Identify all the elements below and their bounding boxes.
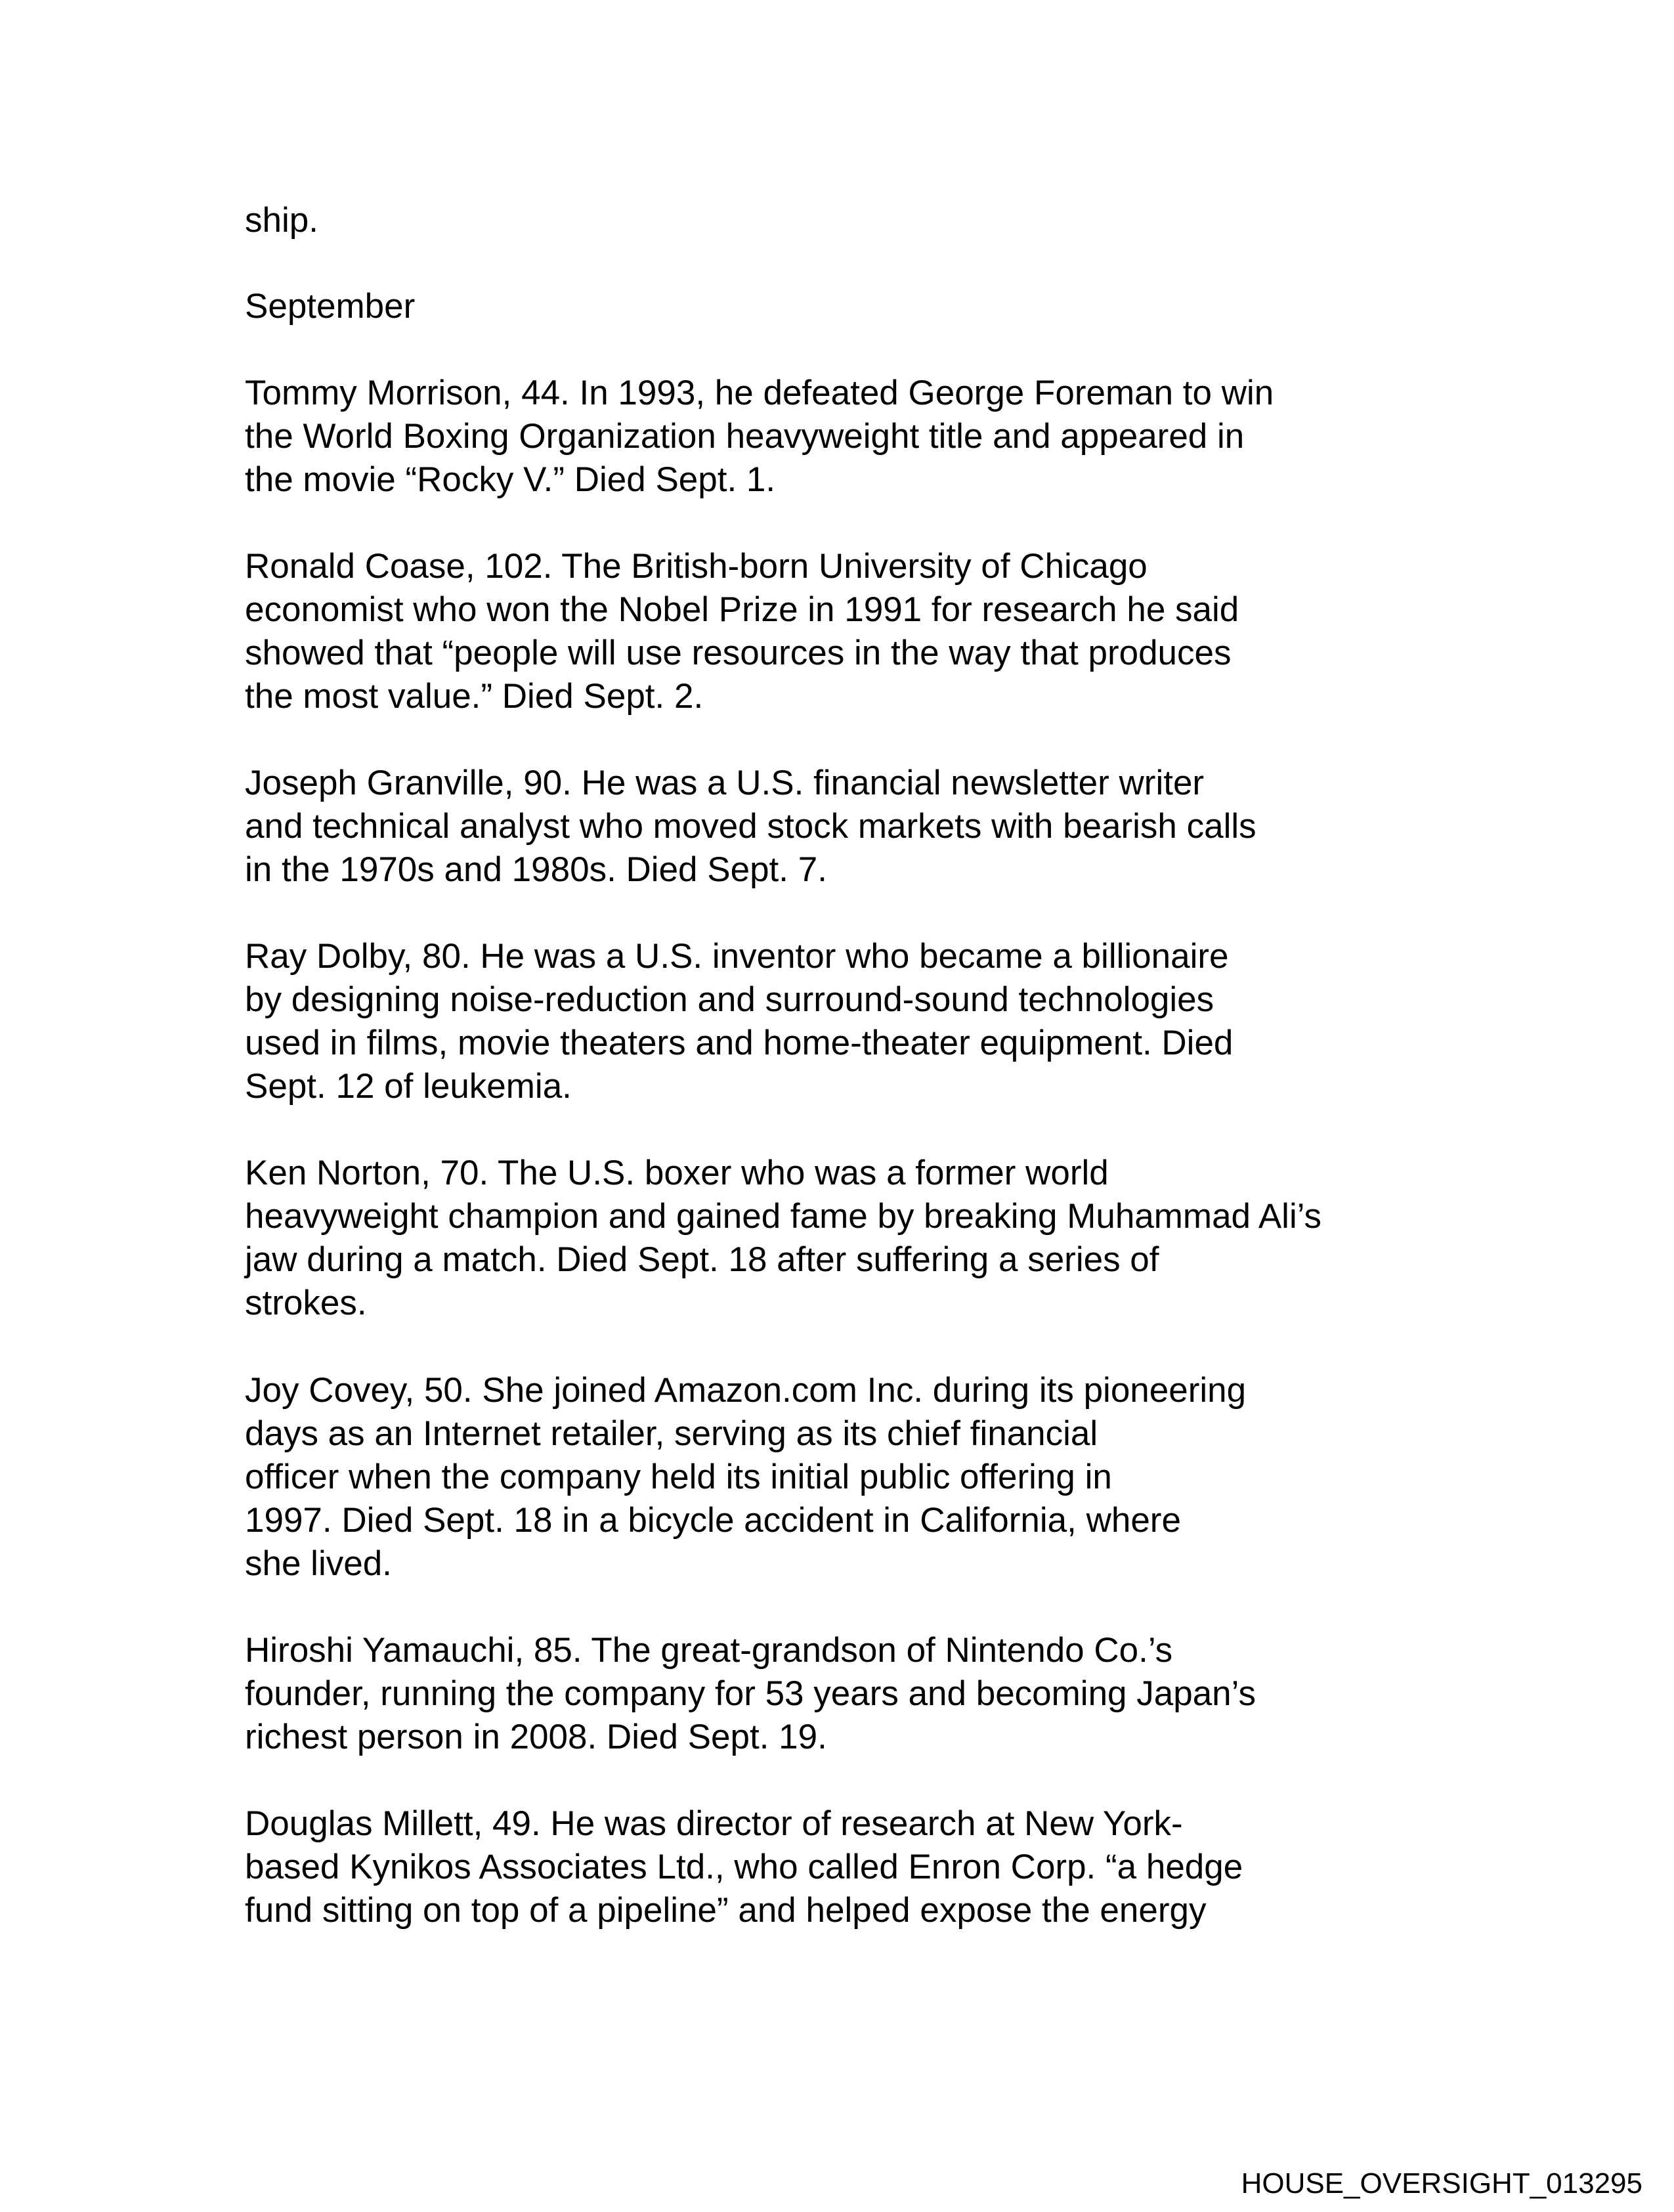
document-id-footer: HOUSE_OVERSIGHT_013295 (1241, 2167, 1642, 2200)
entry-line: showed that “people will use resources in the way that produces (245, 634, 1232, 672)
entry-line: economist who won the Nobel Prize in 1991 for research he said (245, 590, 1239, 629)
entry-line: heavyweight champion and gained fame by breaking Muhammad Ali’s (245, 1197, 1322, 1236)
continuation-text: ship. (245, 201, 318, 240)
entry-line: officer when the company held its initial public offering in (245, 1458, 1112, 1496)
entry-line: Ken Norton, 70. The U.S. boxer who was a former world (245, 1154, 1109, 1192)
entry-line: 1997. Died Sept. 18 in a bicycle accident in California, where (245, 1501, 1181, 1540)
entry-line: Sept. 12 of leukemia. (245, 1067, 572, 1106)
entry-line: Ray Dolby, 80. He was a U.S. inventor who became a billionaire (245, 937, 1229, 976)
entry-line: founder, running the company for 53 years and becoming Japan’s (245, 1674, 1256, 1713)
entry-line: based Kynikos Associates Ltd., who called Enron Corp. “a hedge (245, 1848, 1243, 1886)
entry-line: in the 1970s and 1980s. Died Sept. 7. (245, 850, 827, 889)
entry-line: Ronald Coase, 102. The British-born University of Chicago (245, 547, 1148, 586)
entry-line: days as an Internet retailer, serving as its chief financial (245, 1414, 1098, 1453)
entry-line: by designing noise-reduction and surround-sound technologies (245, 980, 1214, 1019)
entry-line: Douglas Millett, 49. He was director of research at New York- (245, 1804, 1183, 1843)
entry-line: Joseph Granville, 90. He was a U.S. financial newsletter writer (245, 764, 1205, 802)
entry-line: she lived. (245, 1544, 392, 1583)
section-heading: September (245, 287, 416, 326)
entry-line: jaw during a match. Died Sept. 18 after suffering a series of (245, 1240, 1159, 1279)
entry-line: Joy Covey, 50. She joined Amazon.com Inc. during its pioneering (245, 1371, 1247, 1410)
entry-line: used in films, movie theaters and home-theater equipment. Died (245, 1024, 1234, 1062)
entry-line: Hiroshi Yamauchi, 85. The great-grandson of Nintendo Co.’s (245, 1631, 1173, 1670)
entry-line: the movie “Rocky V.” Died Sept. 1. (245, 460, 776, 499)
entry-line: strokes. (245, 1284, 367, 1322)
entry-line: fund sitting on top of a pipeline” and helped expose the energy (245, 1891, 1207, 1930)
entry-line: the most value.” Died Sept. 2. (245, 677, 704, 716)
entry-line: Tommy Morrison, 44. In 1993, he defeated George Foreman to win (245, 374, 1274, 412)
entry-line: richest person in 2008. Died Sept. 19. (245, 1718, 827, 1756)
entry-line: the World Boxing Organization heavyweight title and appeared in (245, 417, 1245, 456)
entry-line: and technical analyst who moved stock markets with bearish calls (245, 807, 1256, 846)
